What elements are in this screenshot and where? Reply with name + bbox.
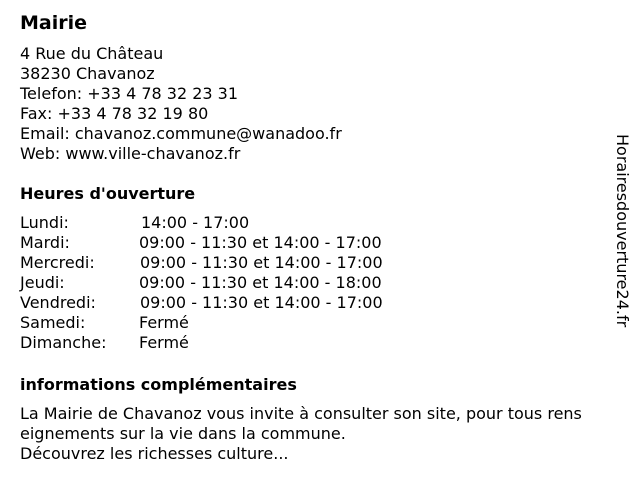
page-title: Mairie <box>20 12 88 34</box>
info-text <box>20 404 635 464</box>
hours-row <box>20 273 383 293</box>
phone-number: Telefon: +33 4 78 32 23 31 <box>20 84 239 103</box>
hours-row <box>20 293 383 313</box>
site-watermark: Horairesdouverture24.fr <box>613 134 632 328</box>
hours-row <box>20 333 383 353</box>
hours-time: 09:00 - 11:30 et 14:00 - 17:00 <box>140 253 383 272</box>
info-heading: informations complémentaires <box>20 375 297 394</box>
hours-time: 14:00 - 17:00 <box>141 213 250 232</box>
contact-block <box>20 44 342 164</box>
opening-hours-table <box>20 213 383 353</box>
email-link[interactable]: Email: chavanoz.commune@wanadoo.fr <box>20 124 342 143</box>
info-line: eignements sur la vie dans la commune. <box>20 424 346 443</box>
street-address: 4 Rue du Château <box>20 44 164 63</box>
hours-time: 09:00 - 11:30 et 14:00 - 17:00 <box>140 293 383 312</box>
fax-number: Fax: +33 4 78 32 19 80 <box>20 104 209 123</box>
hours-row <box>20 233 383 253</box>
hours-time: 09:00 - 11:30 et 14:00 - 17:00 <box>139 233 382 252</box>
hours-day: Mardi: <box>20 233 70 252</box>
hours-day: Vendredi: <box>20 293 96 312</box>
info-line: Découvrez les richesses culture... <box>20 444 289 463</box>
hours-day: Lundi: <box>20 213 69 232</box>
hours-time: Fermé <box>139 313 189 332</box>
hours-day: Mercredi: <box>20 253 95 272</box>
hours-row <box>20 213 383 233</box>
hours-time: Fermé <box>139 333 189 352</box>
website-link[interactable]: Web: www.ville-chavanoz.fr <box>20 144 241 163</box>
hours-row <box>20 313 383 333</box>
city-address: 38230 Chavanoz <box>20 64 155 83</box>
hours-day: Samedi: <box>20 313 86 332</box>
hours-day: Jeudi: <box>20 273 65 292</box>
hours-heading: Heures d'ouverture <box>20 184 196 203</box>
hours-row <box>20 253 383 273</box>
info-line: La Mairie de Chavanoz vous invite à consulter son site, pour tous rens <box>20 404 582 423</box>
hours-day: Dimanche: <box>20 333 107 352</box>
hours-time: 09:00 - 11:30 et 14:00 - 18:00 <box>139 273 382 292</box>
